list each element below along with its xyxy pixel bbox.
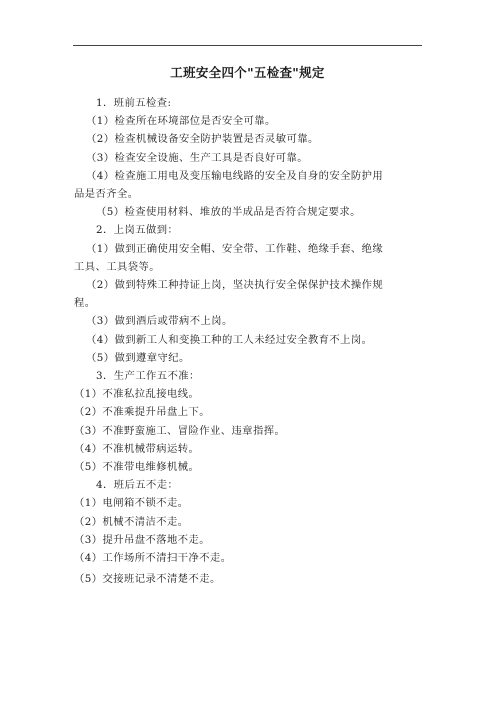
list-item: （4）检查施工用电及变压输电线路的安全及自身的安全防护用	[86, 169, 384, 182]
list-item: （1）做到正确使用安全帽、安全带、工作鞋、绝缘手套、绝缘	[86, 242, 384, 255]
list-item: （2）做到特殊工种持证上岗，坚决执行安全保保护技术操作规	[86, 279, 384, 292]
header-rule	[73, 45, 422, 46]
list-item-continuation: 品是否齐全。	[74, 188, 139, 201]
list-item: （3）检查安全设施、生产工具是否良好可靠。	[86, 151, 308, 164]
list-item-continuation: 工具、工具袋等。	[74, 260, 160, 273]
document-title: 工班安全四个"五检查"规定	[170, 65, 325, 80]
list-item: （3）不准野蛮施工、冒险作业、违章指挥。	[74, 424, 286, 437]
list-item: （5）做到遵章守纪。	[86, 351, 190, 364]
list-item: （4）做到新工人和变换工种的工人未经过安全教育不上岗。	[86, 333, 373, 346]
document-body	[74, 94, 419, 588]
section-heading: 3．生产工作五不准：	[96, 370, 200, 383]
section-heading: 2．上岗五做到：	[96, 224, 179, 237]
section-heading: 1．班前五检查:	[96, 97, 172, 109]
list-item: （4）工作场所不清扫干净不走。	[74, 552, 232, 565]
list-item: （4）不准机械带病运转。	[74, 442, 200, 455]
list-item: （1）不准私拉乱接电线。	[74, 388, 200, 401]
list-item: （2）机械不清洁不走。	[74, 515, 189, 528]
list-item: （3）提升吊盘不落地不走。	[74, 533, 210, 546]
list-item: （5）不准带电维修机械。	[74, 461, 200, 474]
list-item-continuation: 程。	[74, 297, 96, 310]
list-item: （2）检查机械设备安全防护装置是否灵敏可靠。	[86, 133, 319, 146]
list-item: （2）不准乘提升吊盘上下。	[74, 406, 210, 419]
list-item: （1）检查所在环境部位是否安全可靠。	[86, 115, 276, 128]
list-item: （1）电闸箱不锁不走。	[74, 497, 189, 510]
section-heading: 4．班后五不走：	[96, 479, 179, 492]
list-item: （5）检查使用材料、堆放的半成品是否符合规定要求。	[96, 206, 361, 219]
list-item: （3）做到酒后或带病不上岗。	[86, 315, 233, 328]
list-item: （5）交接班记录不清楚不走。	[74, 573, 221, 586]
